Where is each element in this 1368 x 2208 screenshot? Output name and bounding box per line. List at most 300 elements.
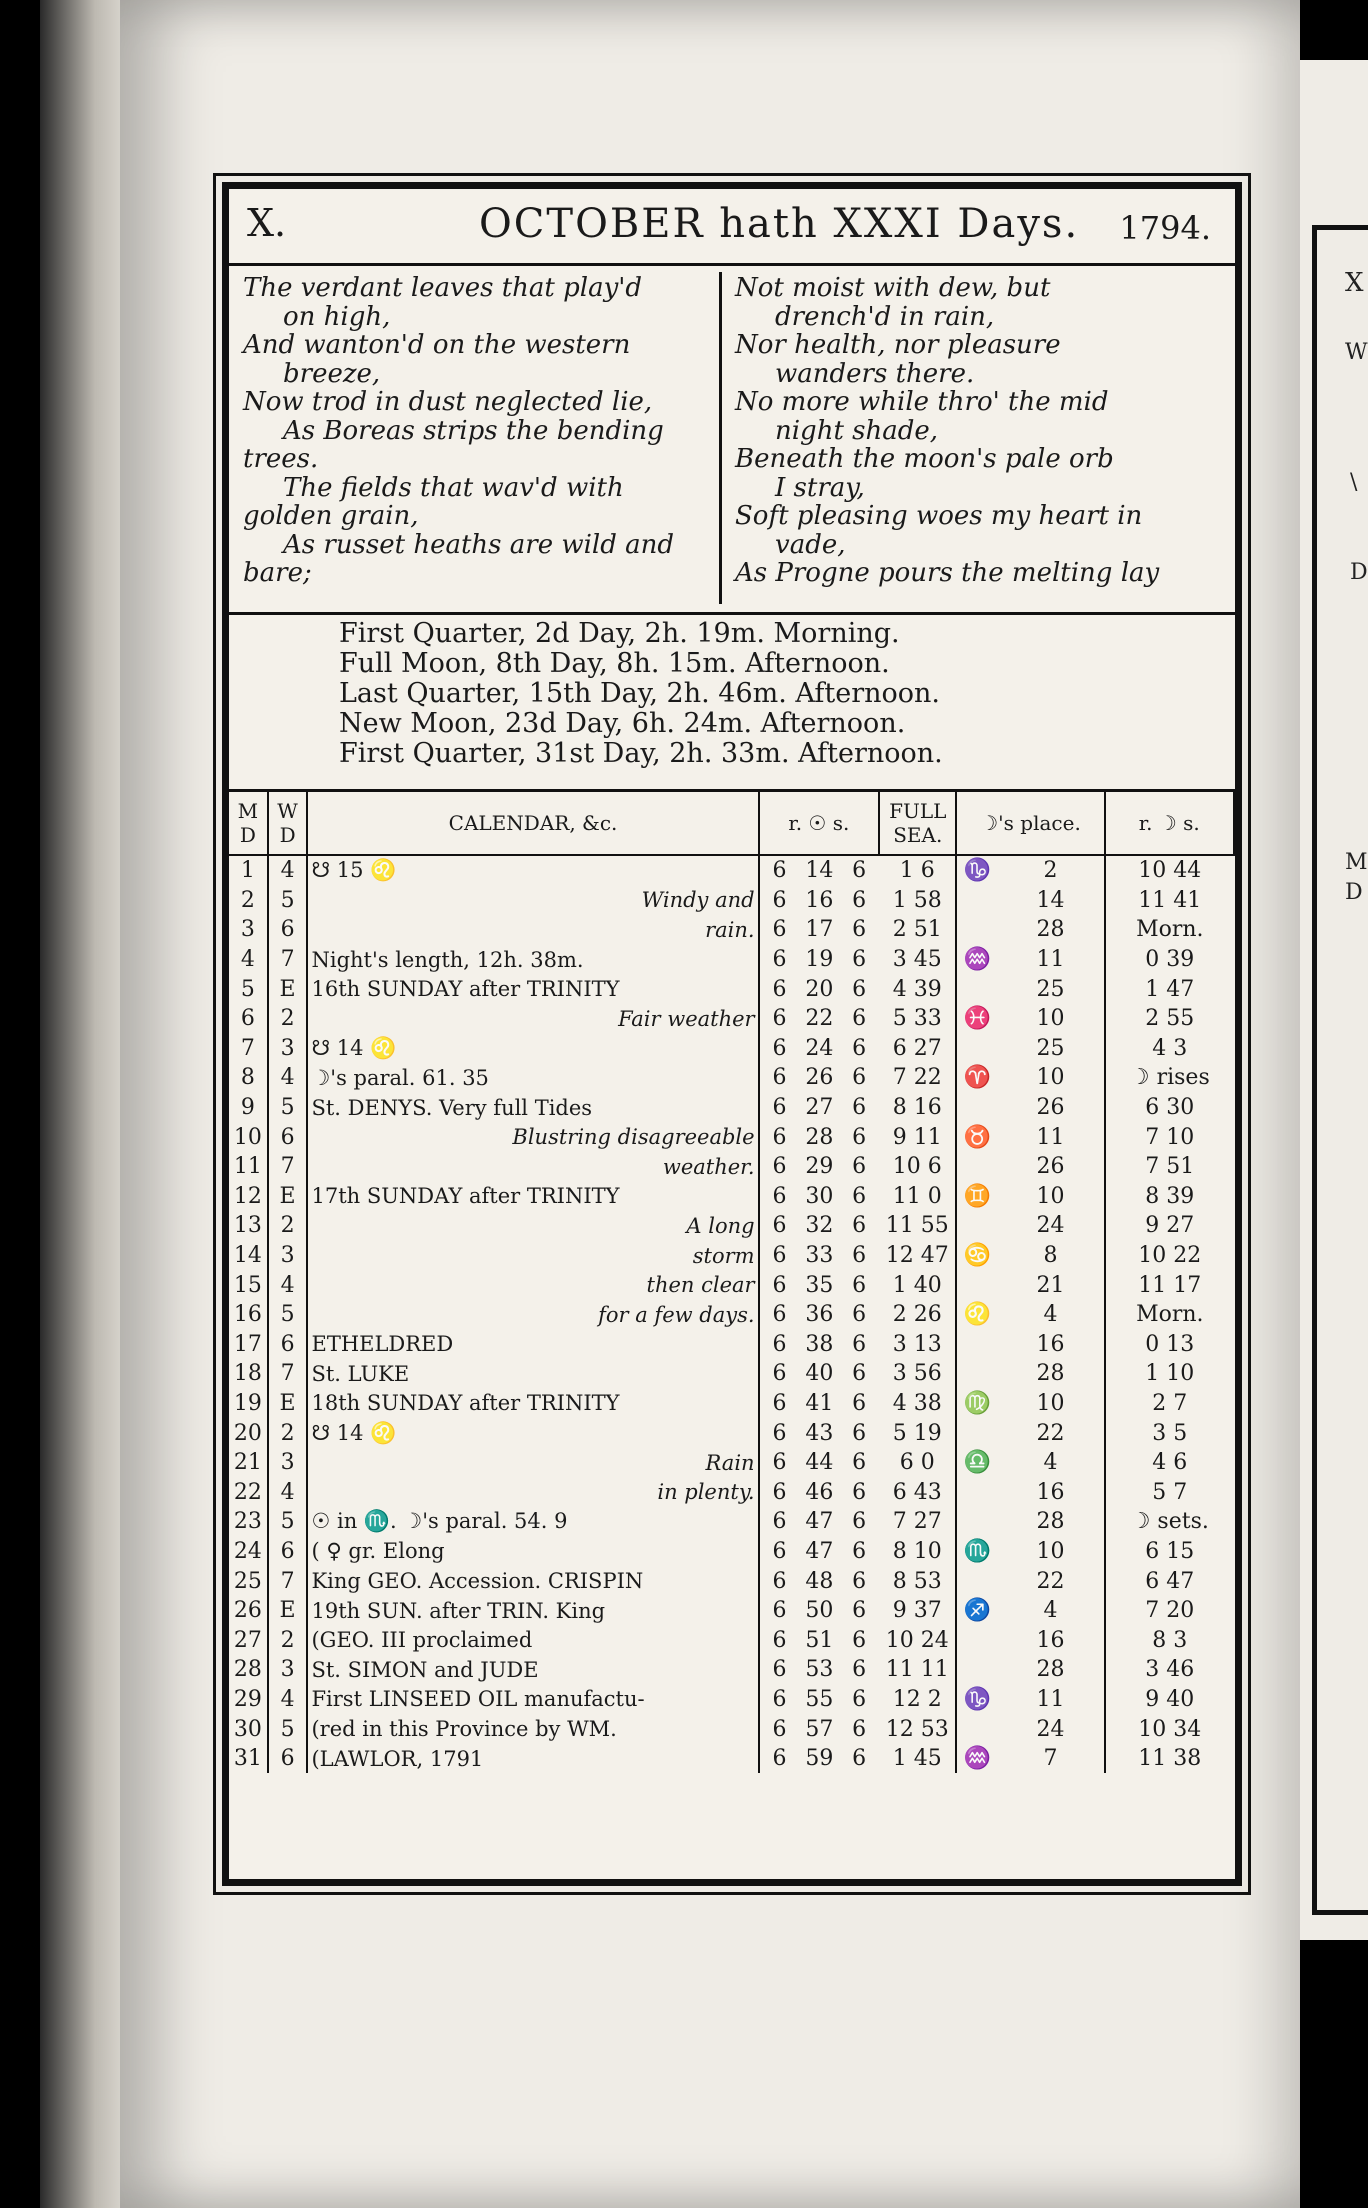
month-day: 21: [229, 1448, 268, 1478]
full-sea-time: 12 2: [879, 1685, 956, 1715]
facing-page-fragment-4: M: [1345, 850, 1368, 875]
sun-rise-minute: 24: [805, 1035, 834, 1061]
moon-degree: 11: [997, 1122, 1104, 1152]
moon-sign: [956, 1359, 997, 1389]
calendar-entry: Night's length, 12h. 38m.: [307, 945, 758, 975]
moon-sign: [956, 1330, 997, 1360]
sun-rise-hour: 6: [759, 1034, 800, 1064]
sun-rise-hour: 6: [759, 1418, 800, 1448]
moon-degree: 22: [997, 1566, 1104, 1596]
moon-sign: [956, 1211, 997, 1241]
week-day: 4: [268, 1063, 308, 1093]
sun-set-hour: 6: [852, 1657, 867, 1683]
sun-rise-hour: 6: [759, 1477, 800, 1507]
moon-sign: ♋: [963, 1243, 992, 1269]
sun-set-hour: 6: [852, 887, 867, 913]
moon-rise-set: 4 3: [1152, 1035, 1188, 1061]
moon-rise-set: 8 3: [1152, 1627, 1188, 1653]
facing-page-fragment-3: D: [1350, 560, 1368, 585]
moon-degree: 4: [997, 1300, 1104, 1330]
sun-rise-hour: 6: [759, 1596, 800, 1626]
poem-line: drench'd in rain,: [775, 301, 995, 332]
week-day: E: [268, 1182, 308, 1212]
table-row: [229, 1004, 1234, 1034]
moon-degree: 16: [997, 1625, 1104, 1655]
poem-line: breeze,: [283, 358, 381, 389]
sun-rise-hour: 6: [759, 1211, 800, 1241]
calendar-entry: then clear: [307, 1270, 758, 1300]
full-sea-time: 8 10: [879, 1537, 956, 1567]
week-day: 6: [268, 915, 308, 945]
full-sea-time: 9 37: [879, 1596, 956, 1626]
sun-rise-minute: 20: [805, 976, 834, 1002]
moon-rise-set: 0 13: [1145, 1331, 1195, 1357]
table-row: [229, 1655, 1234, 1685]
month-day: 12: [229, 1182, 268, 1212]
full-sea-time: 11 0: [879, 1182, 956, 1212]
sun-rise-minute: 36: [805, 1302, 834, 1328]
col-full-sea: FULL SEA.: [879, 792, 956, 855]
sun-set-hour: 6: [852, 1124, 867, 1150]
poem-line: The verdant leaves that play'd: [243, 273, 643, 303]
moon-degree: 28: [997, 1507, 1104, 1537]
sun-set-hour: 6: [852, 976, 867, 1002]
sun-rise-hour: 6: [759, 1655, 800, 1685]
moon-rise-set: 2 55: [1145, 1006, 1195, 1032]
month-title: OCTOBER hath XXXI Days.: [479, 201, 1080, 247]
moon-phases: [339, 619, 1205, 769]
sun-rise-minute: 47: [805, 1538, 834, 1564]
moon-degree: 11: [997, 1685, 1104, 1715]
moon-degree: 28: [997, 1359, 1104, 1389]
month-day: 22: [229, 1477, 268, 1507]
table-row: [229, 915, 1234, 945]
month-day: 5: [229, 974, 268, 1004]
calendar-entry: ETHELDRED: [307, 1330, 758, 1360]
poem-line: Nor health, nor pleasure: [735, 330, 1061, 360]
moon-rise-set: 7 10: [1145, 1124, 1195, 1150]
sun-rise-hour: 6: [759, 1625, 800, 1655]
moon-degree: 8: [997, 1241, 1104, 1271]
moon-sign: ♑: [963, 858, 992, 884]
poem-line: I stray,: [775, 472, 865, 503]
week-day: 7: [268, 1566, 308, 1596]
sun-set-hour: 6: [852, 1272, 867, 1298]
sun-rise-minute: 27: [805, 1095, 834, 1121]
table-row: [229, 1744, 1234, 1774]
moon-rise-set: 5 7: [1152, 1479, 1188, 1505]
moon-rise-set: 3 46: [1145, 1657, 1195, 1683]
calendar-frame: [222, 182, 1242, 1886]
calendar-entry: ☋ 14 ♌: [307, 1034, 758, 1064]
moon-rise-set: 6 15: [1145, 1538, 1195, 1564]
moon-degree: 26: [997, 1152, 1104, 1182]
moon-sign: [956, 1655, 997, 1685]
week-day: 7: [268, 1359, 308, 1389]
col-month-day: M D: [229, 792, 268, 855]
month-day: 6: [229, 1004, 268, 1034]
facing-page-letter: X: [1345, 268, 1364, 298]
week-day: 5: [268, 1093, 308, 1123]
month-number: X.: [247, 201, 287, 245]
table-row: [229, 1596, 1234, 1626]
sun-set-hour: 6: [852, 1479, 867, 1505]
calendar-entry: Fair weather: [307, 1004, 758, 1034]
table-row: [229, 1152, 1234, 1182]
table-row: [229, 1714, 1234, 1744]
poem-block: [229, 263, 1235, 615]
sun-rise-minute: 29: [805, 1154, 834, 1180]
sun-rise-minute: 26: [805, 1065, 834, 1091]
moon-degree: 24: [997, 1211, 1104, 1241]
full-sea-time: 7 27: [879, 1507, 956, 1537]
moon-phase-line: First Quarter, 2d Day, 2h. 19m. Morning.: [339, 618, 900, 649]
sun-rise-hour: 6: [759, 945, 800, 975]
calendar-entry: ☋ 14 ♌: [307, 1418, 758, 1448]
moon-sign: ♍: [963, 1390, 992, 1416]
sun-rise-hour: 6: [759, 915, 800, 945]
sun-set-hour: 6: [852, 1035, 867, 1061]
sun-rise-hour: 6: [759, 1004, 800, 1034]
sun-rise-minute: 55: [805, 1686, 834, 1712]
sun-rise-minute: 53: [805, 1657, 834, 1683]
table-row: [229, 1211, 1234, 1241]
moon-degree: 16: [997, 1477, 1104, 1507]
calendar-table-wrap: [229, 789, 1235, 1879]
sun-rise-hour: 6: [759, 1448, 800, 1478]
week-day: 7: [268, 945, 308, 975]
sun-set-hour: 6: [852, 1420, 867, 1446]
moon-sign: ♐: [963, 1598, 992, 1624]
moon-sign: [956, 915, 997, 945]
week-day: 5: [268, 1714, 308, 1744]
calendar-entry: King GEO. Accession. CRISPIN: [307, 1566, 758, 1596]
sun-rise-minute: 35: [805, 1272, 834, 1298]
full-sea-time: 4 38: [879, 1389, 956, 1419]
full-sea-time: 12 47: [879, 1241, 956, 1271]
moon-sign: [956, 1270, 997, 1300]
table-row: [229, 1122, 1234, 1152]
moon-sign: [956, 1625, 997, 1655]
month-day: 14: [229, 1241, 268, 1271]
moon-rise-set: 7 20: [1145, 1598, 1195, 1624]
table-row: [229, 1034, 1234, 1064]
sun-rise-hour: 6: [759, 1507, 800, 1537]
moon-sign: [956, 1034, 997, 1064]
poem-line: As Boreas strips the bending: [283, 415, 664, 446]
sun-rise-minute: 19: [805, 947, 834, 973]
poem-left-column: [243, 274, 683, 588]
moon-sign: [956, 1418, 997, 1448]
table-row: [229, 1389, 1234, 1419]
sun-rise-minute: 16: [805, 887, 834, 913]
sun-rise-hour: 6: [759, 1566, 800, 1596]
table-row: [229, 1625, 1234, 1655]
calendar-entry: 19th SUN. after TRIN. King: [307, 1596, 758, 1626]
moon-sign: [956, 974, 997, 1004]
moon-sign: ♈: [963, 1065, 992, 1091]
moon-rise-set: 2 7: [1152, 1390, 1188, 1416]
full-sea-time: 6 27: [879, 1034, 956, 1064]
table-row: [229, 1300, 1234, 1330]
sun-set-hour: 6: [852, 1006, 867, 1032]
moon-sign: ♎: [963, 1450, 992, 1476]
month-day: 11: [229, 1152, 268, 1182]
moon-phase-line: New Moon, 23d Day, 6h. 24m. Afternoon.: [339, 708, 906, 739]
sun-set-hour: 6: [852, 1746, 867, 1772]
sun-set-hour: 6: [852, 1065, 867, 1091]
table-row: [229, 1270, 1234, 1300]
week-day: 2: [268, 1625, 308, 1655]
calendar-entry: 16th SUNDAY after TRINITY: [307, 974, 758, 1004]
sun-set-hour: 6: [852, 1361, 867, 1387]
moon-degree: 7: [997, 1744, 1104, 1774]
week-day: E: [268, 1596, 308, 1626]
sun-set-hour: 6: [852, 1627, 867, 1653]
sun-rise-minute: 59: [805, 1746, 834, 1772]
full-sea-time: 1 6: [879, 855, 956, 886]
moon-sign: ♌: [963, 1302, 992, 1328]
sun-rise-minute: 22: [805, 1006, 834, 1032]
calendar-entry: Rain: [307, 1448, 758, 1478]
sun-set-hour: 6: [852, 1509, 867, 1535]
month-day: 20: [229, 1418, 268, 1448]
moon-degree: 25: [997, 1034, 1104, 1064]
full-sea-time: 2 51: [879, 915, 956, 945]
moon-degree: 25: [997, 974, 1104, 1004]
calendar-entry: 18th SUNDAY after TRINITY: [307, 1389, 758, 1419]
moon-degree: 21: [997, 1270, 1104, 1300]
sun-rise-minute: 14: [805, 858, 834, 884]
calendar-entry: Windy and: [307, 886, 758, 916]
calendar-entry: in plenty.: [307, 1477, 758, 1507]
sun-set-hour: 6: [852, 1213, 867, 1239]
sun-rise-minute: 46: [805, 1479, 834, 1505]
sun-rise-hour: 6: [759, 1152, 800, 1182]
week-day: 4: [268, 1685, 308, 1715]
month-day: 13: [229, 1211, 268, 1241]
full-sea-time: 6 43: [879, 1477, 956, 1507]
full-sea-time: 4 39: [879, 974, 956, 1004]
calendar-entry: St. LUKE: [307, 1359, 758, 1389]
sun-rise-minute: 28: [805, 1124, 834, 1150]
sun-set-hour: 6: [852, 1183, 867, 1209]
poem-line: The fields that wav'd with: [283, 472, 624, 503]
month-day: 7: [229, 1034, 268, 1064]
moon-degree: 22: [997, 1418, 1104, 1448]
calendar-entry: for a few days.: [307, 1300, 758, 1330]
poem-line: Beneath the moon's pale orb: [735, 444, 1114, 474]
sun-rise-hour: 6: [759, 1744, 800, 1774]
moon-sign: [956, 886, 997, 916]
col-week-day: W D: [268, 792, 308, 855]
sun-set-hour: 6: [852, 1716, 867, 1742]
moon-rise-set: 0 39: [1145, 947, 1195, 973]
moon-rise-set: 9 40: [1145, 1686, 1195, 1712]
calendar-table: [229, 792, 1235, 1773]
sun-set-hour: 6: [852, 947, 867, 973]
sun-set-hour: 6: [852, 1154, 867, 1180]
moon-rise-set: ☽ sets.: [1130, 1509, 1209, 1535]
poem-line: Not moist with dew, but: [735, 273, 1051, 303]
poem-line: golden grain,: [243, 501, 419, 531]
sun-rise-minute: 38: [805, 1331, 834, 1357]
sun-rise-hour: 6: [759, 1537, 800, 1567]
calendar-entry: St. DENYS. Very full Tides: [307, 1093, 758, 1123]
full-sea-time: 10 6: [879, 1152, 956, 1182]
moon-degree: 2: [997, 855, 1104, 886]
calendar-entry: storm: [307, 1241, 758, 1271]
table-row: [229, 886, 1234, 916]
month-day: 8: [229, 1063, 268, 1093]
table-row: [229, 945, 1234, 975]
table-row: [229, 855, 1234, 886]
week-day: 4: [268, 855, 308, 886]
poem-line: No more while thro' the mid: [735, 387, 1109, 417]
moon-rise-set: 1 10: [1145, 1361, 1195, 1387]
moon-rise-set: 10 44: [1138, 858, 1202, 884]
sun-rise-hour: 6: [759, 1300, 800, 1330]
calendar-entry: (GEO. III proclaimed: [307, 1625, 758, 1655]
moon-sign: [956, 1566, 997, 1596]
week-day: 4: [268, 1270, 308, 1300]
moon-degree: 24: [997, 1714, 1104, 1744]
poem-line: Soft pleasing woes my heart in: [735, 501, 1143, 531]
calendar-entry: A long: [307, 1211, 758, 1241]
table-row: [229, 1359, 1234, 1389]
calendar-entry: rain.: [307, 915, 758, 945]
sun-set-hour: 6: [852, 1243, 867, 1269]
full-sea-time: 3 56: [879, 1359, 956, 1389]
full-sea-time: 5 33: [879, 1004, 956, 1034]
moon-sign: [956, 1507, 997, 1537]
col-sun: r. ☉ s.: [759, 792, 880, 855]
moon-rise-set: 6 47: [1145, 1568, 1195, 1594]
full-sea-time: 2 26: [879, 1300, 956, 1330]
table-row: [229, 1507, 1234, 1537]
month-day: 24: [229, 1537, 268, 1567]
table-row: [229, 1448, 1234, 1478]
moon-degree: 10: [997, 1063, 1104, 1093]
poem-line: vade,: [775, 529, 846, 560]
sun-set-hour: 6: [852, 1095, 867, 1121]
moon-degree: 10: [997, 1537, 1104, 1567]
week-day: 3: [268, 1034, 308, 1064]
sun-set-hour: 6: [852, 1302, 867, 1328]
full-sea-time: 3 13: [879, 1330, 956, 1360]
full-sea-time: 11 55: [879, 1211, 956, 1241]
week-day: 3: [268, 1448, 308, 1478]
full-sea-time: 8 16: [879, 1093, 956, 1123]
sun-rise-hour: 6: [759, 1063, 800, 1093]
sun-set-hour: 6: [852, 917, 867, 943]
full-sea-time: 6 0: [879, 1448, 956, 1478]
moon-rise-set: 4 6: [1152, 1450, 1188, 1476]
poem-line: bare;: [243, 558, 312, 588]
moon-degree: 28: [997, 1655, 1104, 1685]
sun-set-hour: 6: [852, 1568, 867, 1594]
moon-degree: 10: [997, 1004, 1104, 1034]
moon-rise-set: ☽ rises: [1129, 1065, 1210, 1091]
full-sea-time: 9 11: [879, 1122, 956, 1152]
week-day: 6: [268, 1744, 308, 1774]
calendar-entry: ( ♀ gr. Elong: [307, 1537, 758, 1567]
table-row: [229, 1418, 1234, 1448]
month-day: 9: [229, 1093, 268, 1123]
moon-rise-set: 1 47: [1145, 976, 1195, 1002]
sun-rise-hour: 6: [759, 1122, 800, 1152]
facing-page-fragment-5: D: [1345, 880, 1363, 905]
moon-sign: ♏: [963, 1538, 992, 1564]
poem-line: wanders there.: [775, 358, 975, 389]
week-day: 4: [268, 1477, 308, 1507]
col-moon-place: ☽'s place.: [956, 792, 1104, 855]
facing-page-fragment-2: \: [1350, 470, 1358, 495]
sun-rise-minute: 47: [805, 1509, 834, 1535]
sun-rise-minute: 57: [805, 1716, 834, 1742]
facing-page-frame: [1312, 225, 1368, 1915]
month-day: 2: [229, 886, 268, 916]
moon-sign: [956, 1093, 997, 1123]
month-header: [229, 197, 1235, 257]
year: 1794.: [1119, 209, 1211, 247]
sun-set-hour: 6: [852, 1538, 867, 1564]
calendar-entry: (LAWLOR, 1791: [307, 1744, 758, 1774]
table-row: [229, 974, 1234, 1004]
sun-rise-minute: 40: [805, 1361, 834, 1387]
sun-set-hour: 6: [852, 1390, 867, 1416]
sun-set-hour: 6: [852, 1598, 867, 1624]
calendar-entry: ☋ 15 ♌: [307, 855, 758, 886]
moon-degree: 10: [997, 1389, 1104, 1419]
facing-page-fragment-1: W: [1345, 340, 1368, 365]
sun-rise-minute: 30: [805, 1183, 834, 1209]
calendar-entry: 17th SUNDAY after TRINITY: [307, 1182, 758, 1212]
full-sea-time: 3 45: [879, 945, 956, 975]
moon-rise-set: 10 34: [1138, 1716, 1202, 1742]
sun-rise-minute: 17: [805, 917, 834, 943]
moon-sign: ♑: [963, 1686, 992, 1712]
table-row: [229, 1241, 1234, 1271]
full-sea-time: 5 19: [879, 1418, 956, 1448]
moon-sign: [956, 1477, 997, 1507]
sun-rise-hour: 6: [759, 1270, 800, 1300]
table-row: [229, 1063, 1234, 1093]
month-day: 31: [229, 1744, 268, 1774]
sun-set-hour: 6: [852, 858, 867, 884]
moon-rise-set: 9 27: [1145, 1213, 1195, 1239]
moon-degree: 11: [997, 945, 1104, 975]
poem-divider: [719, 272, 722, 604]
calendar-entry: ☉ in ♏. ☽'s paral. 54. 9: [307, 1507, 758, 1537]
month-day: 10: [229, 1122, 268, 1152]
moon-rise-set: 10 22: [1138, 1243, 1202, 1269]
month-day: 18: [229, 1359, 268, 1389]
table-row: [229, 1182, 1234, 1212]
sun-rise-hour: 6: [759, 1389, 800, 1419]
table-row: [229, 1477, 1234, 1507]
month-day: 23: [229, 1507, 268, 1537]
sun-rise-hour: 6: [759, 1359, 800, 1389]
week-day: 3: [268, 1241, 308, 1271]
calendar-entry: ☽'s paral. 61. 35: [307, 1063, 758, 1093]
week-day: 7: [268, 1152, 308, 1182]
moon-rise-set: 11 38: [1138, 1746, 1202, 1772]
month-day: 3: [229, 915, 268, 945]
calendar-entry: (red in this Province by WM.: [307, 1714, 758, 1744]
calendar-entry: Blustring disagreeable: [307, 1122, 758, 1152]
moon-degree: 4: [997, 1448, 1104, 1478]
